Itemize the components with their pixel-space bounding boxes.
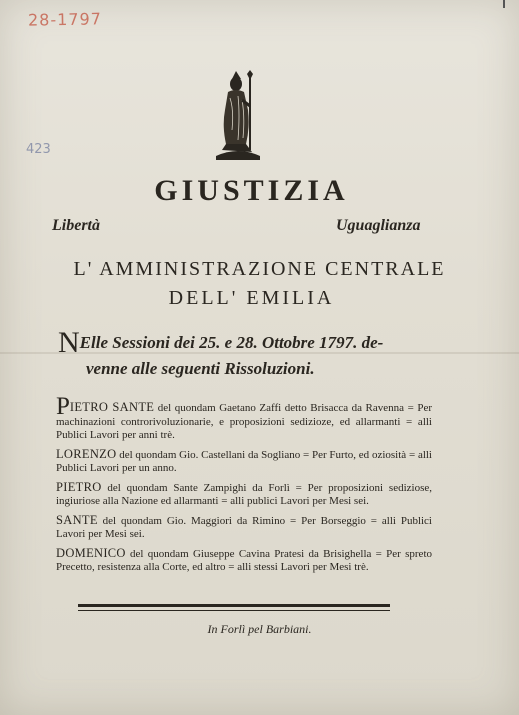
entry-name: PIETRO — [56, 480, 102, 494]
justice-figure-emblem — [212, 70, 264, 164]
main-title: GIUSTIZIA — [154, 174, 349, 207]
sentence-entry — [56, 393, 432, 442]
printer-imprint: In Forlì pel Barbiani. — [207, 622, 312, 636]
entry-name: SANTE — [56, 513, 98, 527]
intro-dropcap: N — [58, 326, 80, 359]
corner-mark — [503, 0, 511, 8]
entry-name: IETRO SANTE — [69, 400, 155, 414]
motto-liberty: Libertà — [52, 217, 100, 234]
intro-line-1: Elle Sessioni dei 25. e 28. Ottobre 1797. de- — [79, 333, 384, 352]
issuer-line-1: L' AMMINISTRAZIONE CENTRALE — [73, 258, 446, 280]
sentence-entry — [56, 514, 432, 541]
intro-paragraph — [58, 326, 458, 382]
entry-text: del quondam Gio. Maggiori da Rimino = Per Borseggio = alli Publici Lavori per Mesi sei. — [56, 515, 432, 540]
motto-equality: Uguaglianza — [336, 217, 421, 234]
divider-thin — [78, 610, 390, 611]
entry-name: LORENZO — [56, 447, 117, 461]
sentence-entry — [56, 547, 432, 574]
sentence-entry — [56, 448, 432, 475]
entry-text: del quondam Giuseppe Cavina Pratesi da Brisighella = Per spreto Precetto, resistenza alla Corte, ed altro = alli stessi Lavori per Mesi trè. — [56, 548, 432, 573]
entry-text: del quondam Gio. Castellani da Sogliano = Per Furto, ed oziosità = alli Publici Lavori per un anno. — [56, 449, 432, 474]
entry-dropcap: P — [56, 393, 70, 420]
handwritten-date-note: 28-1797 — [27, 9, 103, 30]
intro-line-2: venne alle seguenti Rissoluzioni. — [86, 359, 315, 378]
entry-text: del quondam Gaetano Zaffi detto Brisacca da Ravenna = Per machinazioni controrivoluzionarie, e proposizioni sedizioze, ed allarmanti = alli Publici Lavori per anni trè. — [56, 402, 432, 441]
issuer-line-2: DELL' EMILIA — [168, 287, 335, 309]
sentence-list — [56, 393, 432, 580]
entry-name: DOMENICO — [56, 546, 126, 560]
entry-text: del quondam Sante Zampighi da Forlì = Per proposizioni sediziose, ingiuriose alla Nazione ed allarmanti = alli publici Lavori per Mesi sei. — [56, 482, 432, 507]
divider-thick — [78, 604, 390, 607]
sentence-entry — [56, 481, 432, 508]
handwritten-number-note: 423 — [26, 142, 51, 157]
